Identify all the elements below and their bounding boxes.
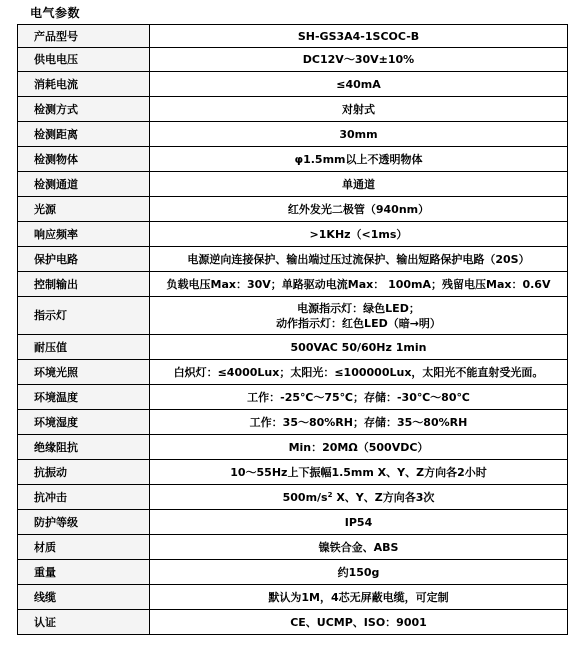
spec-value: φ1.5mm以上不透明物体 bbox=[150, 147, 568, 172]
table-row bbox=[18, 72, 568, 97]
table-row bbox=[18, 560, 568, 585]
spec-value: 约150g bbox=[150, 560, 568, 585]
spec-value: 工作：-25℃～75℃；存储：-30℃～80℃ bbox=[150, 385, 568, 410]
spec-label: 控制输出 bbox=[18, 272, 150, 297]
spec-label: 供电电压 bbox=[18, 48, 150, 72]
spec-label: 产品型号 bbox=[18, 25, 150, 48]
spec-value-prefix: 500m/s bbox=[282, 490, 328, 504]
spec-label: 指示灯 bbox=[18, 297, 150, 335]
table-row bbox=[18, 297, 568, 335]
spec-label: 重量 bbox=[18, 560, 150, 585]
spec-value: DC12V～30V±10% bbox=[150, 48, 568, 72]
spec-value: ≤40mA bbox=[150, 72, 568, 97]
spec-value: 单通道 bbox=[150, 172, 568, 197]
table-row bbox=[18, 48, 568, 72]
spec-value: 红外发光二极管（940nm） bbox=[150, 197, 568, 222]
spec-label: 检测方式 bbox=[18, 97, 150, 122]
spec-label: 防护等级 bbox=[18, 510, 150, 535]
spec-label: 检测物体 bbox=[18, 147, 150, 172]
table-row bbox=[18, 435, 568, 460]
spec-label: 材质 bbox=[18, 535, 150, 560]
table-row bbox=[18, 272, 568, 297]
table-row bbox=[18, 485, 568, 510]
table-row bbox=[18, 335, 568, 360]
spec-label: 环境温度 bbox=[18, 385, 150, 410]
spec-label: 耐压值 bbox=[18, 335, 150, 360]
table-row bbox=[18, 460, 568, 485]
spec-value: 白炽灯：≤4000Lux；太阳光：≤100000Lux，太阳光不能直射受光面。 bbox=[150, 360, 568, 385]
spec-value: SH-GS3A4-1SCOC-B bbox=[150, 25, 568, 48]
spec-value: 30mm bbox=[150, 122, 568, 147]
spec-value: Min：20MΩ（500VDC） bbox=[150, 435, 568, 460]
table-row bbox=[18, 410, 568, 435]
table-row bbox=[18, 610, 568, 635]
table-row bbox=[18, 247, 568, 272]
table-row bbox=[18, 222, 568, 247]
table-row bbox=[18, 172, 568, 197]
spec-value: IP54 bbox=[150, 510, 568, 535]
spec-label: 保护电路 bbox=[18, 247, 150, 272]
spec-label: 响应频率 bbox=[18, 222, 150, 247]
spec-value: 500VAC 50/60Hz 1min bbox=[150, 335, 568, 360]
spec-value: 默认为1M，4芯无屏蔽电缆，可定制 bbox=[150, 585, 568, 610]
spec-value-line: 动作指示灯：红色LED（暗→明） bbox=[276, 316, 441, 330]
spec-label: 检测距离 bbox=[18, 122, 150, 147]
spec-label: 环境光照 bbox=[18, 360, 150, 385]
table-row bbox=[18, 385, 568, 410]
spec-label: 检测通道 bbox=[18, 172, 150, 197]
superscript: 2 bbox=[327, 490, 333, 499]
table-row bbox=[18, 510, 568, 535]
spec-value bbox=[150, 485, 568, 510]
table-row bbox=[18, 147, 568, 172]
spec-value-line: 电源指示灯：绿色LED； bbox=[297, 301, 420, 315]
spec-value: 工作：35～80%RH；存储：35～80%RH bbox=[150, 410, 568, 435]
spec-value: 电源逆向连接保护、输出端过压过流保护、输出短路保护电路（20S） bbox=[150, 247, 568, 272]
spec-table bbox=[17, 24, 568, 635]
table-row bbox=[18, 197, 568, 222]
table-row bbox=[18, 97, 568, 122]
spec-value: 对射式 bbox=[150, 97, 568, 122]
spec-label: 消耗电流 bbox=[18, 72, 150, 97]
spec-label: 抗振动 bbox=[18, 460, 150, 485]
spec-label: 认证 bbox=[18, 610, 150, 635]
table-row bbox=[18, 360, 568, 385]
table-row bbox=[18, 585, 568, 610]
spec-value: CE、UCMP、ISO：9001 bbox=[150, 610, 568, 635]
spec-value: >1KHz（<1ms） bbox=[150, 222, 568, 247]
table-row bbox=[18, 122, 568, 147]
spec-label: 线缆 bbox=[18, 585, 150, 610]
spec-label: 抗冲击 bbox=[18, 485, 150, 510]
spec-value: 10～55Hz上下振幅1.5mm X、Y、Z方向各2小时 bbox=[150, 460, 568, 485]
spec-label: 环境湿度 bbox=[18, 410, 150, 435]
spec-label: 光源 bbox=[18, 197, 150, 222]
spec-value: 镍铁合金、ABS bbox=[150, 535, 568, 560]
section-title: 电气参数 bbox=[30, 6, 81, 20]
table-row bbox=[18, 25, 568, 48]
spec-label: 绝缘阻抗 bbox=[18, 435, 150, 460]
table-row bbox=[18, 535, 568, 560]
spec-value bbox=[150, 297, 568, 335]
spec-value: 负载电压Max：30V；单路驱动电流Max： 100mA；残留电压Max：0.6V bbox=[150, 272, 568, 297]
spec-value-suffix: X、Y、Z方向各3次 bbox=[332, 490, 435, 504]
